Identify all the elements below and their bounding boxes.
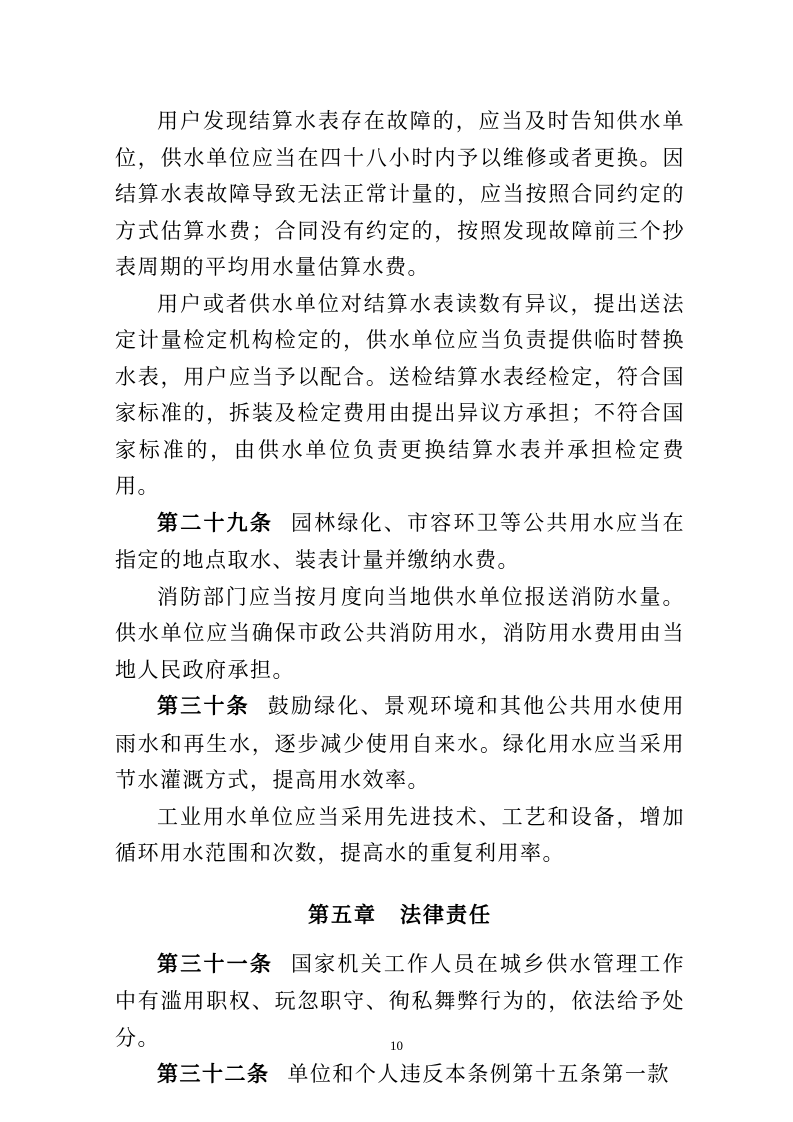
paragraph-article-29 bbox=[115, 505, 685, 579]
paragraph-article-32 bbox=[115, 1056, 685, 1094]
paragraph-meter-reading-dispute bbox=[115, 286, 685, 505]
paragraph-text: 用户或者供水单位对结算水表读数有异议，提出送法定计量检定机构检定的，供水单位应当负责提供临时替换水表，用户应当予以配合。送检结算水表经检定，符合国家标准的，拆装及检定费用由提出异议方承担；不符合国家标准的，由供水单位负责更换结算水表并承担检定费用。 bbox=[115, 291, 685, 498]
article-number: 第二十九条 bbox=[157, 511, 274, 535]
paragraph-text: 国家机关工作人员在城乡供水管理工作中有滥用职权、玩忽职守、徇私舞弊行为的，依法给予处分。 bbox=[115, 951, 685, 1050]
paragraph-text: 单位和个人违反本条例第十五条第一款 bbox=[287, 1062, 670, 1086]
article-number: 第三十一条 bbox=[157, 952, 274, 976]
document-body bbox=[115, 103, 685, 1094]
paragraph-article-30 bbox=[115, 688, 685, 799]
paragraph-fire-department bbox=[115, 579, 685, 689]
paragraph-text: 消防部门应当按月度向当地供水单位报送消防水量。供水单位应当确保市政公共消防用水，消防用水费用由当地人民政府承担。 bbox=[115, 584, 685, 682]
paragraph-text: 用户发现结算水表存在故障的，应当及时告知供水单位，供水单位应当在四十八小时内予以维修或者更换。因结算水表故障导致无法正常计量的，应当按照合同约定的方式估算水费；合同没有约定的，按照发现故障前三个抄表周期的平均用水量估算水费。 bbox=[115, 109, 685, 279]
chapter-heading: 第五章 法律责任 bbox=[308, 903, 492, 927]
page-number: 10 bbox=[390, 1038, 403, 1053]
paragraph-water-meter-fault bbox=[115, 103, 685, 286]
paragraph-text: 工业用水单位应当采用先进技术、工艺和设备，增加循环用水范围和次数，提高水的重复利用率。 bbox=[115, 804, 685, 865]
paragraph-text: 鼓励绿化、景观环境和其他公共用水使用雨水和再生水，逐步减少使用自来水。绿化用水应当采用节水灌溉方式，提高用水效率。 bbox=[115, 694, 686, 792]
paragraph-text: 园林绿化、市容环卫等公共用水应当在指定的地点取水、装表计量并缴纳水费。 bbox=[115, 510, 685, 572]
article-number: 第三十二条 bbox=[157, 1063, 270, 1086]
paragraph-industrial-water bbox=[115, 799, 685, 872]
article-number: 第三十条 bbox=[157, 695, 250, 718]
